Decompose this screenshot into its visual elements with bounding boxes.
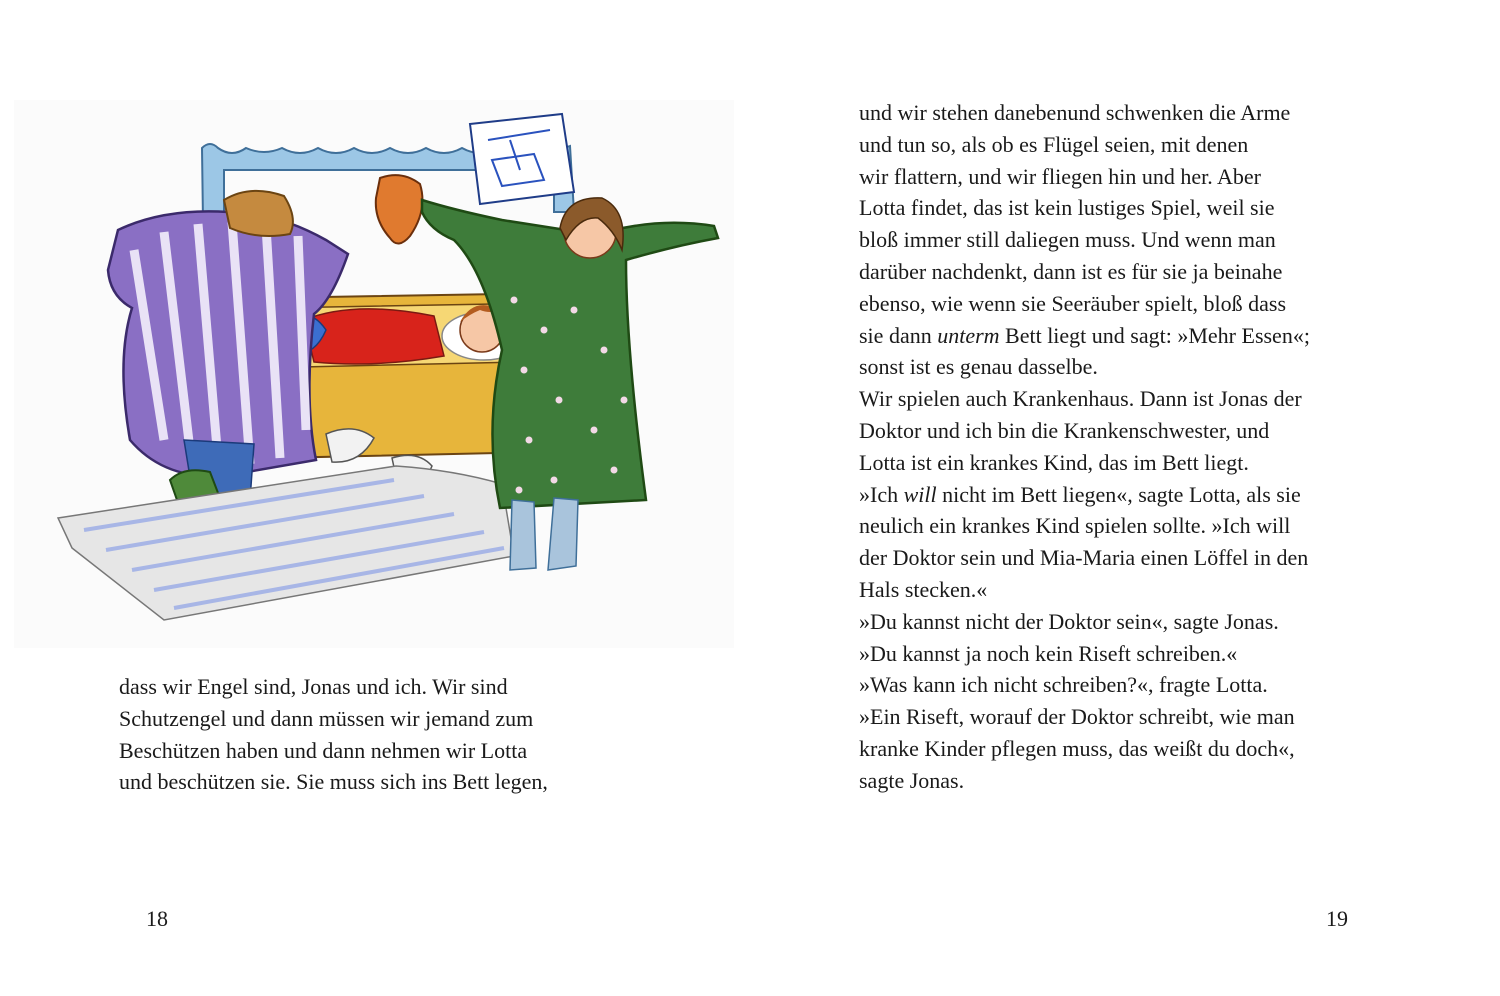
text-line xyxy=(859,320,1310,352)
page-number-left: 18 xyxy=(146,906,168,931)
page-number-right: 19 xyxy=(1326,906,1348,931)
text-line: neulich ein krankes Kind spielen sollte. »Ich will xyxy=(859,513,1291,539)
emphasized-word: will xyxy=(903,481,937,507)
children-playing-angels-illustration xyxy=(14,100,734,648)
text-line: kranke Kinder pflegen muss, das weißt du doch«, xyxy=(859,735,1295,761)
text-line: und wir stehen danebenund schwenken die Arme xyxy=(859,100,1291,125)
emphasized-word: unterm xyxy=(937,322,1000,348)
text-line: »Ein Riseft, worauf der Doktor schreibt, wie man xyxy=(859,704,1295,730)
text-line: »Du kannst ja noch kein Riseft schreiben.« xyxy=(859,640,1238,666)
text-line: der Doktor sein und Mia-Maria einen Löffel in den xyxy=(859,545,1309,571)
text-line: dass wir Engel sind, Jonas und ich. Wir sind xyxy=(119,674,508,699)
text-line: Hals stecken.« xyxy=(859,576,988,602)
text-line: darüber nachdenkt, dann ist es für sie ja beinahe xyxy=(859,258,1283,284)
left-page-text xyxy=(119,671,548,798)
text-line: Beschützen haben und dann nehmen wir Lotta xyxy=(119,737,528,763)
text-line: und tun so, als ob es Flügel seien, mit denen xyxy=(859,131,1249,157)
text-line: Lotta findet, das ist kein lustiges Spiel, weil sie xyxy=(859,195,1275,221)
text-segment: »Ich xyxy=(859,481,904,507)
text-line xyxy=(859,479,1310,511)
text-segment: Bett liegt und sagt: »Mehr Essen«; xyxy=(999,322,1310,348)
text-line: Wir spielen auch Krankenhaus. Dann ist Jonas der xyxy=(859,386,1302,412)
text-line: sagte Jonas. xyxy=(859,767,965,793)
text-line: und beschützen sie. Sie muss sich ins Bett legen, xyxy=(119,769,548,795)
text-line: sonst ist es genau dasselbe. xyxy=(859,354,1098,380)
text-line: »Du kannst nicht der Doktor sein«, sagte Jonas. xyxy=(859,608,1279,634)
right-page-text xyxy=(859,97,1310,797)
text-line: Schutzengel und dann müssen wir jemand zum xyxy=(119,705,534,731)
text-segment: sie dann xyxy=(859,322,938,348)
text-line: »Was kann ich nicht schreiben?«, fragte Lotta. xyxy=(859,672,1268,698)
text-line: bloß immer still daliegen muss. Und wenn man xyxy=(859,227,1276,253)
text-line: ebenso, wie wenn sie Seeräuber spielt, bloß dass xyxy=(859,290,1287,316)
text-line: Lotta ist ein krankes Kind, das im Bett liegt. xyxy=(859,449,1249,475)
text-segment: nicht im Bett liegen«, sagte Lotta, als sie xyxy=(936,481,1301,507)
text-line: Doktor und ich bin die Krankenschwester, und xyxy=(859,417,1270,443)
illustration xyxy=(14,100,734,648)
text-line: wir flattern, und wir fliegen hin und her. Aber xyxy=(859,163,1262,189)
